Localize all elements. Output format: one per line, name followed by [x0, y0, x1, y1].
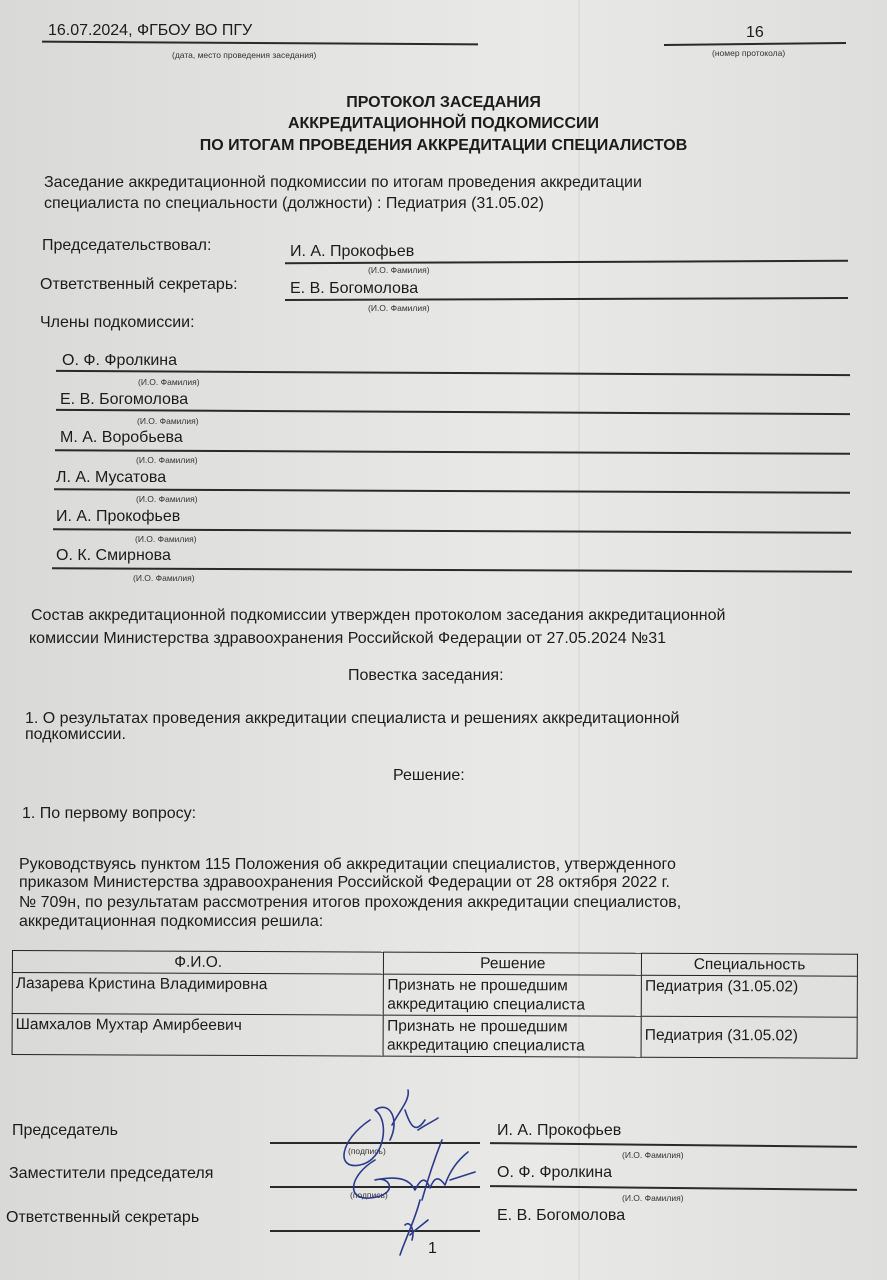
- agenda-item-1-line-1: 1. О результатах проведения аккредитации специалиста и решениях аккредитационной: [25, 710, 680, 727]
- page-number: 1: [428, 1240, 437, 1257]
- decision-line-2: приказом Министерства здравоохранения Российской Федерации от 28 октября 2022 г.: [19, 874, 670, 891]
- deputy-name-caption: (И.О. Фамилия): [622, 1193, 684, 1203]
- decision-line-4: аккредитационная подкомиссия решила:: [19, 913, 324, 930]
- title-line-3: ПО ИТОГАМ ПРОВЕДЕНИЯ АККРЕДИТАЦИИ СПЕЦИАЛИСТОВ: [199, 137, 688, 154]
- chaired-caption: (И.О. Фамилия): [368, 265, 430, 275]
- member-rule-6: [52, 567, 852, 572]
- member-caption-2: (И.О. Фамилия): [137, 416, 199, 426]
- row-decision: [384, 974, 642, 1016]
- signature-caption-2: (подпись): [350, 1190, 388, 1200]
- deputy-name: О. Ф. Фролкина: [497, 1164, 613, 1181]
- member-rule-5: [53, 528, 851, 533]
- member-caption-1: (И.О. Фамилия): [138, 377, 200, 387]
- header-specialty: Специальность: [642, 953, 858, 976]
- member-caption-6: (И.О. Фамилия): [133, 573, 195, 583]
- header-fio: Ф.И.О.: [12, 951, 384, 975]
- secretary-name: Е. В. Богомолова: [290, 280, 419, 297]
- member-caption-5: (И.О. Фамилия): [135, 534, 197, 544]
- row-name: Шамхалов Мухтар Амирбеевич: [12, 1014, 384, 1057]
- intro-line-1: Заседание аккредитационной подкомиссии по итогам проведения аккредитации: [44, 174, 642, 191]
- signature-caption-1: (подпись): [348, 1146, 386, 1156]
- title-line-2: АККРЕДИТАЦИОННОЙ ПОДКОМИССИИ: [287, 115, 600, 132]
- results-table: [12, 950, 858, 1059]
- secretary-caption: (И.О. Фамилия): [368, 303, 430, 313]
- member-name-2: Е. В. Богомолова: [60, 391, 189, 408]
- row-name: Лазарева Кристина Владимировна: [12, 973, 384, 1016]
- row-decision: [384, 1015, 642, 1057]
- decision-line-1: Руководствуясь пунктом 115 Положения об аккредитации специалистов, утвержденного: [19, 856, 676, 873]
- date-place-caption: (дата, место проведения заседания): [172, 50, 317, 60]
- chaired-label: Председательствовал:: [42, 237, 212, 254]
- title-line-1: ПРОТОКОЛ ЗАСЕДАНИЯ: [346, 94, 541, 111]
- decision-line-3: № 709н, по результатам рассмотрения итогов прохождения аккредитации специалистов,: [19, 894, 682, 911]
- member-name-4: Л. А. Мусатова: [56, 469, 167, 486]
- deputy-label: Заместители председателя: [9, 1165, 214, 1182]
- secretary-sign-label: Ответственный секретарь: [6, 1209, 200, 1226]
- date-place: 16.07.2024, ФГБОУ ВО ПГУ: [48, 22, 253, 39]
- composition-line-2: комиссии Министерства здравоохранения Российской Федерации от 27.05.2024 №31: [29, 630, 667, 647]
- deputy-name-rule: [490, 1185, 857, 1190]
- agenda-heading: Повестка заседания:: [348, 667, 504, 684]
- table-row: [12, 973, 857, 1018]
- chair-name-caption: (И.О. Фамилия): [622, 1150, 684, 1160]
- row-specialty: Педиатрия (31.05.02): [641, 1016, 857, 1058]
- date-place-rule: [42, 41, 478, 45]
- decision-question: 1. По первому вопросу:: [22, 805, 197, 822]
- chaired-name: И. А. Прокофьев: [290, 243, 415, 260]
- row-decision-line-1: Признать не прошедшим: [387, 1017, 568, 1036]
- header-decision: Решение: [384, 952, 642, 975]
- secretary-sign-name: Е. В. Богомолова: [497, 1207, 626, 1224]
- secretary-signature-stroke: [400, 1200, 428, 1255]
- row-decision-line-2: аккредитацию специалиста: [387, 1036, 585, 1055]
- members-label: Члены подкомиссии:: [40, 314, 195, 331]
- protocol-number-caption: (номер протокола): [712, 48, 786, 58]
- member-name-6: О. К. Смирнова: [56, 547, 171, 564]
- chair-label: Председатель: [12, 1122, 118, 1139]
- member-name-1: О. Ф. Фролкина: [62, 352, 178, 369]
- table-row: [12, 1014, 857, 1059]
- member-caption-3: (И.О. Фамилия): [136, 455, 198, 465]
- decision-heading: Решение:: [393, 767, 465, 784]
- intro-line-2: специалиста по специальности (должности) : Педиатрия (31.05.02): [44, 195, 545, 212]
- member-name-3: М. А. Воробьева: [60, 429, 183, 446]
- member-caption-4: (И.О. Фамилия): [136, 494, 198, 504]
- composition-line-1: Состав аккредитационной подкомиссии утвержден протоколом заседания аккредитационной: [31, 607, 726, 624]
- chair-name-rule: [490, 1142, 857, 1147]
- agenda-item-1-line-2: подкомиссии.: [25, 726, 126, 743]
- chair-name: И. А. Прокофьев: [497, 1122, 622, 1139]
- secretary-label: Ответственный секретарь:: [40, 276, 238, 293]
- member-name-5: И. А. Прокофьев: [56, 508, 181, 525]
- member-rule-1: [56, 370, 850, 376]
- row-decision-line-2: аккредитацию специалиста: [387, 995, 586, 1014]
- member-rule-4: [54, 488, 850, 493]
- protocol-number-rule: [664, 42, 846, 45]
- handwritten-signatures: [330, 1080, 480, 1260]
- protocol-number: 16: [746, 24, 764, 41]
- member-rule-2: [56, 409, 850, 415]
- member-rule-3: [55, 449, 850, 454]
- row-specialty: Педиатрия (31.05.02): [641, 975, 857, 1017]
- row-decision-line-1: Признать не прошедшим: [387, 976, 568, 995]
